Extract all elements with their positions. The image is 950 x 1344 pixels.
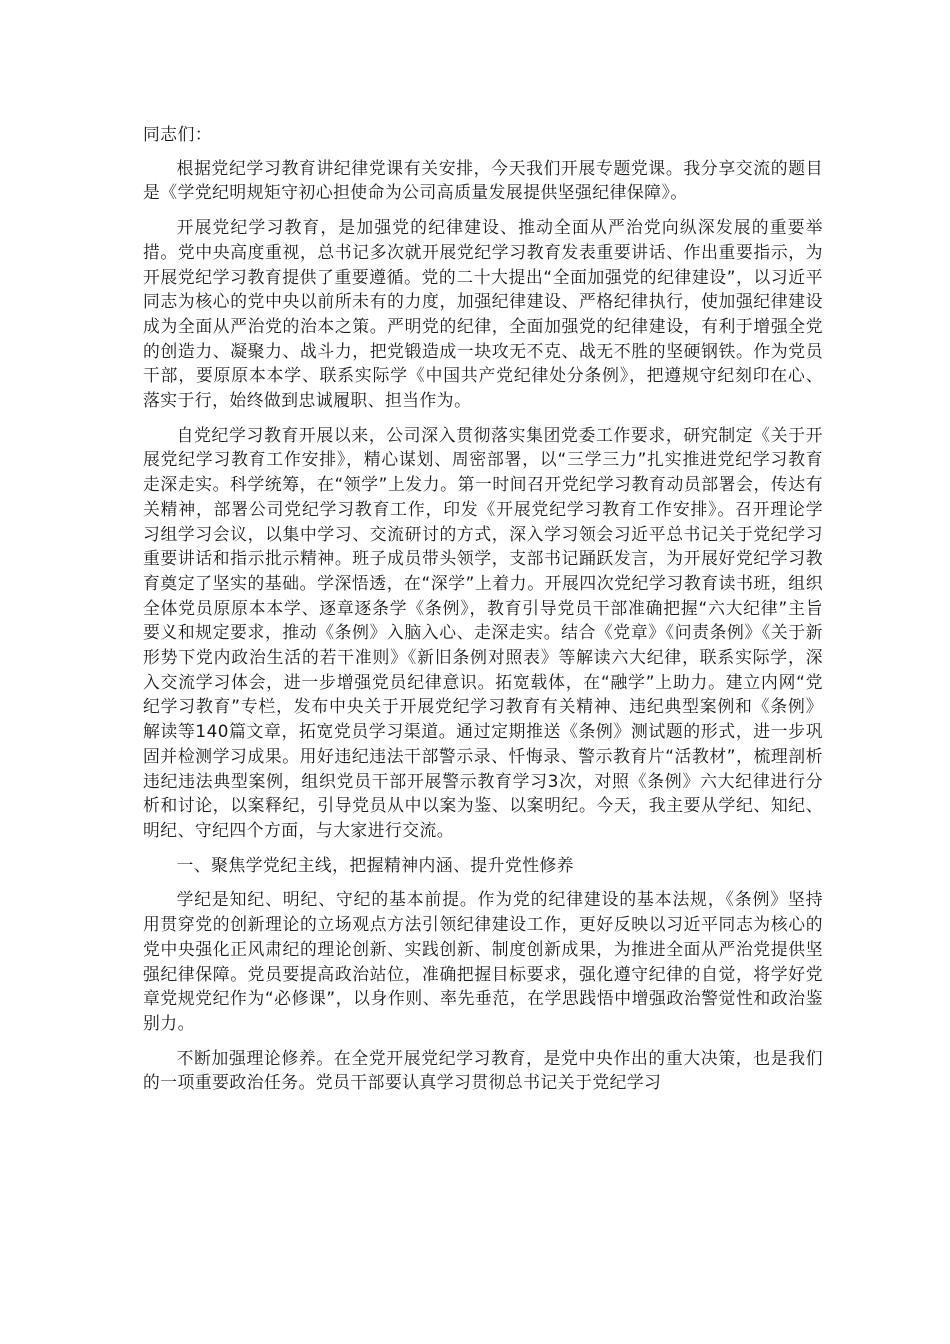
salutation: 同志们：: [143, 124, 213, 144]
paragraph-intro: 根据党纪学习教育讲纪律党课有关安排，今天我们开展专题党课。我分享交流的题目是《学党纪明规矩守初心担使命为公司高质量发展提供坚强纪律保障》。: [143, 157, 823, 203]
document-page: [143, 122, 823, 1105]
paragraph-learning: 学纪是知纪、明纪、守纪的基本前提。作为党的纪律建设的基本法规，《条例》坚持用贯穿党的创新理论的立场观点方法引领纪律建设工作，更好反映以习近平同志为核心的党中央强化正风肃纪的理论创新、实践创新、制度创新成果，为推进全面从严治党提供坚强纪律保障。党员要提高政治站位，准确把握目标要求，强化遵守纪律的自觉，将学好党章党规党纪作为“必修课”，以身作则、率先垂范，在学思践悟中增强政治警觉性和政治鉴别力。: [143, 889, 823, 1033]
paragraph-significance: 开展党纪学习教育，是加强党的纪律建设、推动全面从严治党向纵深发展的重要举措。党中央高度重视，总书记多次就开展党纪学习教育发表重要讲话、作出重要指示，为开展党纪学习教育提供了重要遵循。党的二十大提出“全面加强党的纪律建设”，以习近平同志为核心的党中央以前所未有的力度，加强纪律建设、严格纪律执行，使加强纪律建设成为全面从严治党的治本之策。严明党的纪律，全面加强党的纪律建设，有利于增强全党的创造力、凝聚力、战斗力，把党锻造成一块攻无不克、战无不胜的坚硬钢铁。作为党员干部，要原原本本学、联系实际学《中国共产党纪律处分条例》，把遵规守纪刻印在心、落实于行，始终做到忠诚履职、担当作为。: [143, 217, 823, 411]
paragraph-theory: 不断加强理论修养。在全党开展党纪学习教育，是党中央作出的重大决策，也是我们的一项重要政治任务。党员干部要认真学习贯彻总书记关于党纪学习: [143, 1047, 823, 1093]
paragraph-progress: 自党纪学习教育开展以来，公司深入贯彻落实集团党委工作要求，研究制定《关于开展党纪学习教育工作安排》，精心谋划、周密部署，以“三学三力”扎实推进党纪学习教育走深走实。科学统筹，在“领学”上发力。第一时间召开党纪学习教育动员部署会，传达有关精神，部署公司党纪学习教育工作，印发《开展党纪学习教育工作安排》。召开理论学习组学习会议，以集中学习、交流研讨的方式，深入学习领会习近平总书记关于党纪学习重要讲话和指示批示精神。班子成员带头领学，支部书记踊跃发言，为开展好党纪学习教育奠定了坚实的基础。学深悟透，在“深学”上着力。开展四次党纪学习教育读书班，组织全体党员原原本本学、逐章逐条学《条例》，教育引导党员干部准确把握“六大纪律”主旨要义和规定要求，推动《条例》入脑入心、走深走实。结合《党章》《问责条例》《关于新形势下党内政治生活的若干准则》《新旧条例对照表》等解读六大纪律，联系实际学，深入交流学习体会，进一步增强党员纪律意识。拓宽载体，在“融学”上助力。建立内网“党纪学习教育”专栏，发布中央关于开展党纪学习教育有关精神、违纪典型案例和《条例》解读等140篇文章，拓宽党员学习渠道。通过定期推送《条例》测试题的形式，进一步巩固并检测学习成果。用好违纪违法干部警示录、忏悔录、警示教育片“活教材”，梳理剖析违纪违法典型案例，组织党员干部开展警示教育学习3次，对照《条例》六大纪律进行分析和讨论，以案释纪，引导党员从中以案为鉴、以案明纪。今天，我主要从学纪、知纪、明纪、守纪四个方面，与大家进行交流。: [143, 424, 823, 840]
section-heading-1: 一、聚焦学党纪主线，把握精神内涵、提升党性修养: [176, 854, 575, 875]
